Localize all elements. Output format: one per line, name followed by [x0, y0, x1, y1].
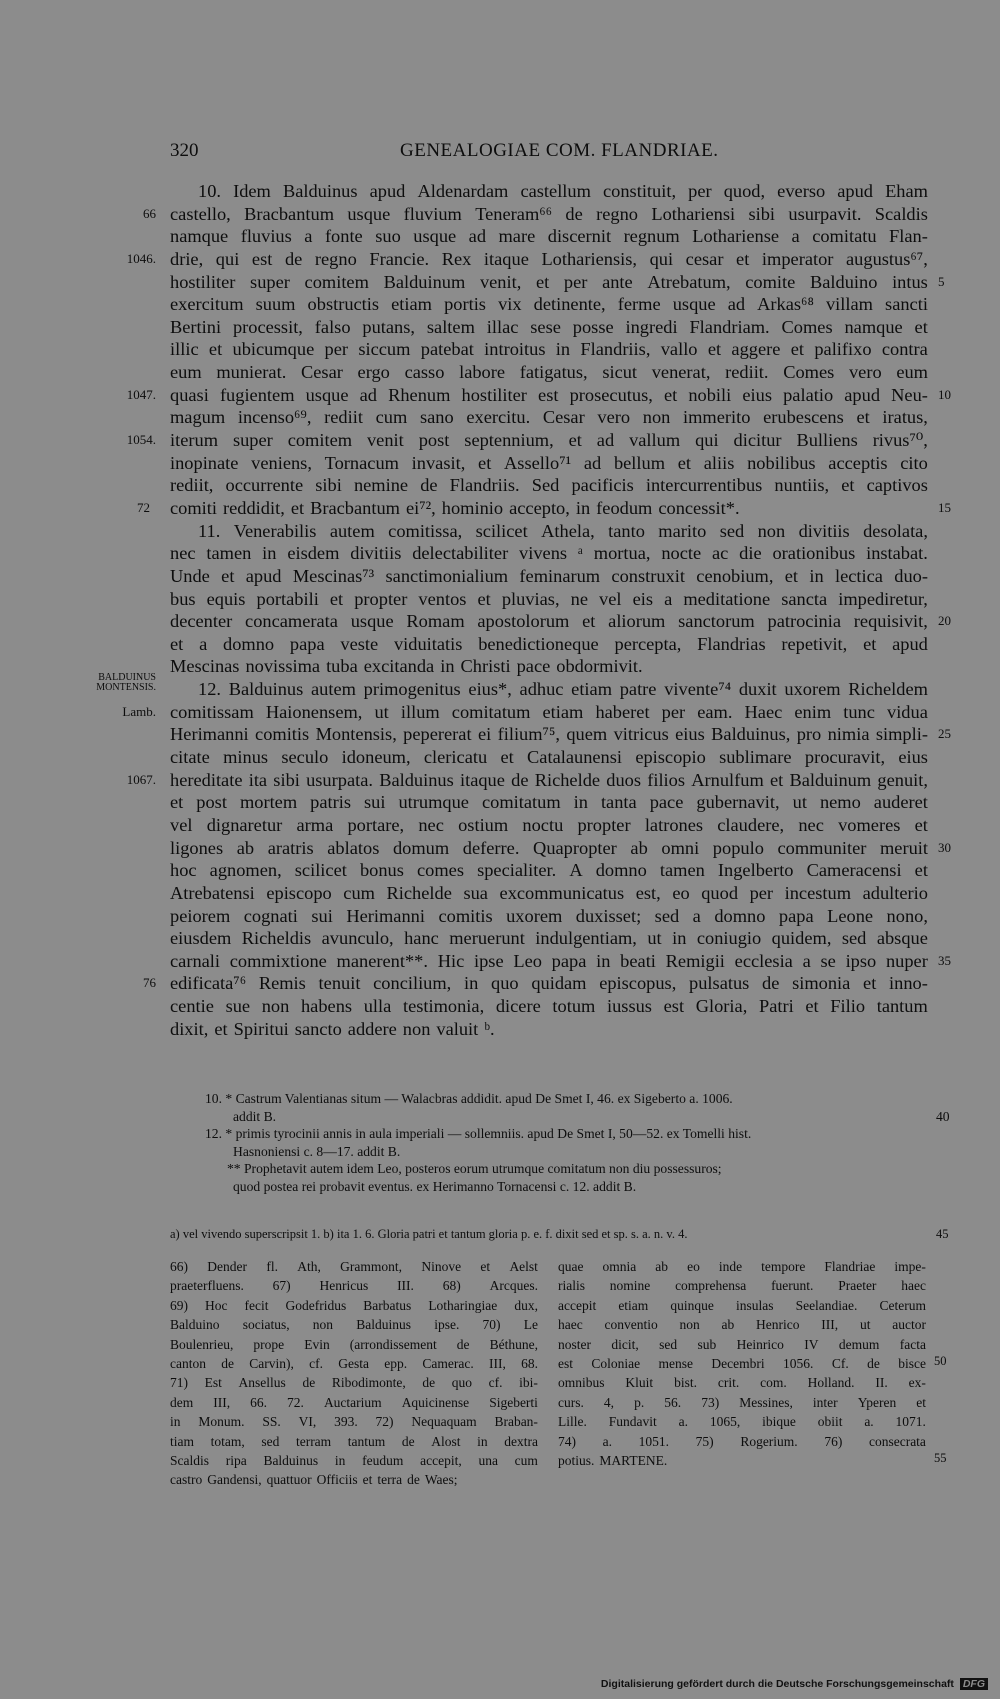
line-number: 35 — [938, 952, 951, 968]
text-line: magum incenso⁶⁹, rediit cum sano exercitu. Cesar vero non immerito erubescens et iratus, — [170, 407, 928, 428]
text-line: et post mortem patris sui utrumque comitatum in tanta pace gubernavit, ut nemo auderet — [170, 792, 928, 813]
text-line: iterum super comitem venit post septennium, et ad vallum qui dicitur Bulliens rivus⁷⁰, 1054. — [126, 430, 928, 451]
text-line: centie sue non habens ulla testimonia, dicere totum iussus est Gloria, Patri et Filio tantum — [170, 996, 928, 1017]
text-line: quasi fugientem usque ad Rhenum hostiliter est prosecutus, et nobili eius palatio apud Neu- 1047. 10 — [126, 384, 951, 405]
note-line: omnibus Kluit bist. crit. com. Holland. II. ex- — [558, 1375, 926, 1391]
line-number: 10 — [938, 386, 951, 402]
line-number: 20 — [938, 613, 951, 629]
text-line: illic et ubicumque per siccum patebat introitus in Flandriis, vallo et aggere et palifixo contra — [170, 339, 928, 360]
note-line: est Coloniae mense Decembri 1056. Cf. de bisce — [558, 1355, 926, 1371]
margin-note-left: BALDUINUS MONTENSIS. — [96, 672, 156, 694]
footnote-line: 12. * primis tyrocinii annis in aula imperiali — sollemniis. apud De Smet I, 50—52. ex Tomelli hist. — [205, 1126, 752, 1141]
text-line: edificata⁷⁶ Remis tenuit concilium, in quo quidam episcopus, pulsatus de simonia et inno- 76 — [143, 973, 928, 994]
dfg-logo: DFG — [960, 1678, 988, 1690]
text-line: 12. Balduinus autem primogenitus eius*, adhuc etiam patre vivente⁷⁴ duxit uxorem Richeldem BALDUINUS MONTENSIS. — [170, 678, 928, 701]
page-number: 320 — [170, 140, 199, 161]
text-line: ligones ab aratris ablatos domum deferre. Quapropter ab omni populo communiter meruit 30 — [170, 837, 951, 858]
text-line: exercitum suum obstructis etiam portis vix detinente, ferme usque ad Arkas⁶⁸ villam sancti — [170, 294, 928, 315]
note-line: canton de Carvin), cf. Gesta epp. Camerac. III, 68. — [170, 1355, 538, 1371]
note-line: 69) Hoc fecit Godefridus Barbatus Lotharingiae dux, — [170, 1297, 538, 1313]
footnote-line: addit B. 40 — [233, 1108, 950, 1124]
note-line: 66) Dender fl. Ath, Grammont, Ninove et Aelst — [170, 1259, 538, 1274]
text-line: comitissam Haionensem, ut illum comitatum etiam haberet per eam. Haec enim tunc vidua Lamb. — [122, 701, 928, 722]
running-title: GENEALOGIAE COM. FLANDRIAE. — [400, 140, 719, 161]
note-line: Boulenrieu, prope Evin (arrondissement de Béthune, — [170, 1336, 538, 1352]
note-line: quae omnia ab eo inde tempore Flandriae impe- — [558, 1259, 926, 1274]
text-line: rediit, occurrente sibi nemine de Flandriis. Sed pacificis intercurrentibus nuntiis, et captivos — [170, 475, 928, 496]
line-number: 15 — [938, 499, 951, 515]
note-line: castro Gandensi, quattuor Officiis et terra de Waes; — [170, 1472, 458, 1488]
footnote-line: quod postea rei probavit eventus. ex Herimanno Tornacensi c. 12. addit B. — [233, 1178, 637, 1194]
text-line: drie, qui est de regno Francie. Rex itaque Lothariensis, qui cesar et imperator augustus⁶⁷, 1046. — [126, 248, 928, 269]
text-line: carnali commixtione manerent**. Hic ipse Leo papa in beati Remigii ecclesia a se ipso nuper 35 — [170, 950, 951, 971]
margin-note-left: 76 — [143, 975, 156, 991]
note-line: tiam totam, sed terram tantum de Alost in dextra — [170, 1433, 538, 1449]
credit-text: Digitalisierung gefördert durch die Deutsche Forschungsgemeinschaft — [600, 1678, 954, 1690]
note-line: 74) a. 1051. 75) Rogerium. 76) consecrata — [558, 1433, 926, 1449]
text-line: comiti reddidit, et Bracbantum ei⁷², hominio accepto, in feodum concessit*. 72 15 — [137, 497, 951, 518]
note-line: curs. 4, p. 56. 73) Messines, inter Yperen et — [558, 1394, 926, 1410]
text-line: 10. Idem Balduinus apud Aldenardam castellum constituit, per quod, everso apud Eham — [198, 181, 928, 201]
text-line: nec tamen in eisdem divitiis delectabiliter vivens ᵃ mortua, nocte ac die orationibus instabat. — [170, 543, 928, 564]
critical-apparatus — [170, 1227, 949, 1245]
footnote-line: Hasnoniensi c. 8—17. addit B. — [233, 1143, 401, 1159]
text-line: namque fluvius a fonte suo usque ad mare discernit regnum Lothariense a comitatu Flan- — [170, 226, 928, 247]
text-line: eiusdem Richeldis avunculo, hanc meruerunt indulgentiam, ut in coniugio quidem, sed absque — [170, 928, 928, 949]
note-line: Lille. Fundavit a. 1065, ibique obiit a. 1071. — [558, 1414, 926, 1430]
note-line: dem III, 66. 72. Auctarium Aquicinense Sigeberti — [170, 1394, 538, 1410]
margin-note-left: 1054. — [126, 432, 156, 448]
line-number: 5 — [938, 273, 945, 289]
notes-column-left — [170, 1257, 538, 1490]
note-line: Scaldis ripa Balduinus in feudum accepit, una cum — [170, 1452, 538, 1468]
editorial-footnotes — [205, 1090, 950, 1195]
digitization-credit — [601, 1678, 988, 1690]
margin-note-left: 1046. — [126, 250, 156, 266]
text-line: hoc agnomen, scilicet bonus comes specialiter. A domno tamen Ingelberto Cameracensi et — [170, 860, 928, 881]
text-line: hostiliter super comitem Balduinum venit, et per ante Atrebatum, comite Balduino intus 5 — [170, 271, 945, 292]
line-number: 45 — [936, 1227, 949, 1241]
text-line: Atrebatensi episcopo cum Richelde sua excommunicatus est, eo quod per incestum adulterio — [170, 882, 928, 903]
notes-column-right — [558, 1257, 947, 1470]
note-line: noster dicit, sed sub Heinrico IV demum facta — [558, 1336, 926, 1352]
main-text — [96, 180, 951, 1040]
line-number: 55 — [934, 1451, 947, 1465]
line-number: 50 — [934, 1354, 947, 1368]
margin-note-left: 72 — [137, 499, 150, 515]
text-line: et a domno papa veste viduitatis benedictioneque percepta, Flandrias repetivit, et apud — [170, 633, 928, 654]
text-line: Bertini processit, falso putans, saltem illac sese posse ingredi Flandriam. Comes namque et — [170, 316, 928, 337]
text-line: hereditate ita sibi usurpata. Balduinus itaque de Richelde duos filios Arnulfum et Balduinum genuit, 1067. — [126, 769, 928, 790]
footnote-line: ** Prophetavit autem idem Leo, posteros eorum utrumque comitatum non diu possessuros; — [227, 1161, 722, 1176]
margin-note-left: Lamb. — [122, 703, 156, 719]
note-line: rialis nomine comprehensa fuerunt. Praeter haec — [558, 1278, 926, 1294]
text-line: Unde et apud Mescinas⁷³ sanctimonialium feminarum construxit cenobium, et in lectica duo- — [170, 565, 928, 586]
text-line: Mescinas novissima tuba excitanda in Christi pace obdormivit. — [170, 656, 643, 677]
note-line: accepit etiam quinque insulas Seelandiae. Ceterum — [558, 1297, 926, 1313]
text-line: decenter concamerata usque Romam apostolorum et aliorum sanctorum patrocinia requisivit, 20 — [170, 611, 951, 632]
line-number: 40 — [936, 1108, 950, 1124]
text-line: inopinate veniens, Tornacum invasit, et Assello⁷¹ ad bellum et aliis nobilibus acceptis cito — [170, 452, 928, 473]
text-line: citate minus seculo idoneum, clericatu et Catalaunensi episcopio sublimare procuravit, eius — [170, 747, 928, 768]
note-line: praeterfluens. 67) Henricus III. 68) Arcques. — [170, 1278, 538, 1294]
note-line: 71) Est Ansellus de Ribodimonte, de quo cf. ibi- — [170, 1375, 538, 1391]
margin-note-left: 1047. — [126, 386, 156, 402]
note-line: Balduino sociatus, non Balduinus ipse. 70) Le — [170, 1317, 538, 1333]
line-number: 30 — [938, 839, 951, 855]
text-line: bus equis portabili et propter ventos et pluvias, ne vel eis a meditatione sancta impediretur, — [170, 588, 928, 609]
text-line: eum munierat. Cesar ergo casso labore fatigatus, sicut venerat, rediit. Comes vero eum — [170, 362, 928, 383]
footnote-line: 10. * Castrum Valentianas situm — Walacbras addidit. apud De Smet I, 46. ex Sigeberto a. 1006. — [205, 1091, 733, 1106]
text-line: castello, Bracbantum usque fluvium Teneram⁶⁶ de regno Lothariensi sibi usurpavit. Scaldis 66 — [143, 203, 928, 224]
text-line: Herimanni comitis Montensis, pepererat ei filium⁷⁵, quem vitricus eius Balduinus, pro nimia simpli- 25 — [170, 724, 951, 745]
line-number: 25 — [938, 726, 951, 742]
page-header — [0, 140, 1000, 166]
note-line: potius. MARTENE. — [558, 1452, 668, 1468]
note-line: haec conventio non ab Henrico III, ut auctor — [558, 1317, 926, 1333]
text-line: dixit, et Spiritui sancto addere non valuit ᵇ. — [170, 1018, 495, 1039]
text-line: peiorem cognati sui Herimanni comitis uxorem duxisset; sed a domno papa Leone nono, — [170, 905, 928, 926]
margin-note-left: 1067. — [126, 771, 156, 787]
critical-apparatus-text: a) vel vivendo superscripsit 1. b) ita 1. 6. Gloria patri et tantum gloria p. e. f. dixit sed et sp. s. a. n. v. 4. — [170, 1227, 688, 1241]
margin-note-left: 66 — [143, 205, 156, 221]
text-line: vel dignaretur arma portare, nec ostium noctu propter latrones claudere, nec vomeres et — [170, 814, 928, 835]
note-line: in Monum. SS. VI, 393. 72) Nequaquam Braban- — [170, 1414, 538, 1430]
text-line: 11. Venerabilis autem comitissa, scilicet Athela, tanto marito sed non divitiis desolata, — [198, 520, 928, 541]
